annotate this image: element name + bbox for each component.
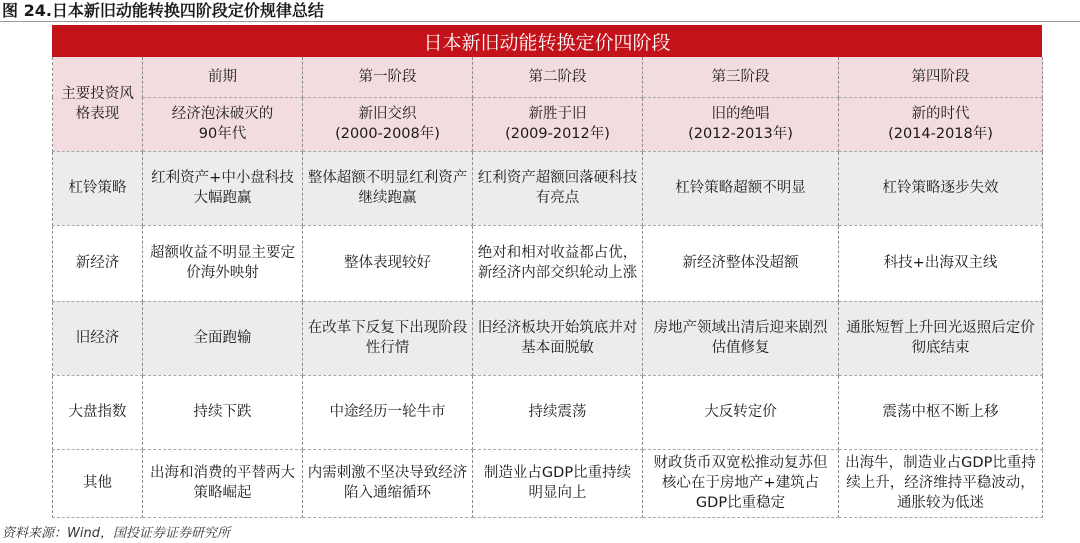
row-label: 旧经济: [53, 301, 143, 375]
stage-header: 第三阶段: [643, 57, 839, 97]
summary-table-container: [52, 25, 1042, 518]
period-cell: [303, 97, 473, 151]
figure-title: 图 24.日本新旧动能转换四阶段定价规律总结: [0, 0, 1080, 22]
stage-header: 前期: [143, 57, 303, 97]
stage-header: 第四阶段: [839, 57, 1043, 97]
header-row: [53, 57, 1043, 97]
period-name: 旧的绝唱: [711, 106, 770, 122]
period-years: (2014-2018年): [888, 126, 993, 142]
period-years: (2012-2013年): [688, 126, 793, 142]
table-cell: 财政货币双宽松推动复苏但核心在于房地产+建筑占GDP比重稳定: [643, 449, 839, 517]
table-row: [53, 225, 1043, 301]
table-cell: 旧经济板块开始筑底并对基本面脱敏: [473, 301, 643, 375]
table-cell: 超额收益不明显主要定价海外映射: [143, 225, 303, 301]
row-label-header: 主要投资风格表现: [53, 57, 143, 151]
period-name: 新胜于旧: [528, 106, 587, 122]
row-label: 其他: [53, 449, 143, 517]
table-cell: 通胀短暂上升回光返照后定价彻底结束: [839, 301, 1043, 375]
table-cell: 红利资产超额回落硬科技有亮点: [473, 151, 643, 225]
table-cell: 新经济整体没超额: [643, 225, 839, 301]
table-cell: 整体超额不明显红利资产继续跑赢: [303, 151, 473, 225]
period-name: 新旧交织: [358, 106, 417, 122]
table-cell: 整体表现较好: [303, 225, 473, 301]
table-cell: 大反转定价: [643, 375, 839, 449]
table-cell: 全面跑输: [143, 301, 303, 375]
period-years: (2009-2012年): [505, 126, 610, 142]
table-cell: 房地产领域出清后迎来剧烈估值修复: [643, 301, 839, 375]
stage-header: 第一阶段: [303, 57, 473, 97]
table-row: [53, 151, 1043, 225]
table-banner: 日本新旧动能转换定价四阶段: [52, 25, 1042, 57]
period-cell: [839, 97, 1043, 151]
row-label: 杠铃策略: [53, 151, 143, 225]
period-cell: [473, 97, 643, 151]
period-row: [53, 97, 1043, 151]
summary-table: [52, 57, 1043, 518]
period-name: 新的时代: [911, 106, 970, 122]
period-name: 经济泡沫破灭的: [171, 106, 274, 122]
stage-header: 第二阶段: [473, 57, 643, 97]
table-cell: 中途经历一轮牛市: [303, 375, 473, 449]
period-years: 90年代: [198, 126, 247, 142]
table-cell: 持续下跌: [143, 375, 303, 449]
table-row: [53, 301, 1043, 375]
source-note: 资料来源：Wind，国投证券证券研究所: [2, 526, 230, 541]
table-cell: 杠铃策略逐步失效: [839, 151, 1043, 225]
row-label: 新经济: [53, 225, 143, 301]
table-cell: 震荡中枢不断上移: [839, 375, 1043, 449]
period-years: (2000-2008年): [335, 126, 440, 142]
period-cell: [643, 97, 839, 151]
table-cell: 红利资产+中小盘科技大幅跑赢: [143, 151, 303, 225]
table-cell: 科技+出海双主线: [839, 225, 1043, 301]
table-row: [53, 449, 1043, 517]
table-cell: 杠铃策略超额不明显: [643, 151, 839, 225]
period-cell: [143, 97, 303, 151]
row-label: 大盘指数: [53, 375, 143, 449]
table-cell: 制造业占GDP比重持续明显向上: [473, 449, 643, 517]
table-row: [53, 375, 1043, 449]
table-cell: 内需刺激不坚决导致经济陷入通缩循环: [303, 449, 473, 517]
table-cell: 出海牛，制造业占GDP比重持续上升，经济维持平稳波动，通胀较为低迷: [839, 449, 1043, 517]
table-cell: 出海和消费的平替两大策略崛起: [143, 449, 303, 517]
table-cell: 持续震荡: [473, 375, 643, 449]
table-cell: 绝对和相对收益都占优，新经济内部交织轮动上涨: [473, 225, 643, 301]
table-cell: 在改革下反复下出现阶段性行情: [303, 301, 473, 375]
